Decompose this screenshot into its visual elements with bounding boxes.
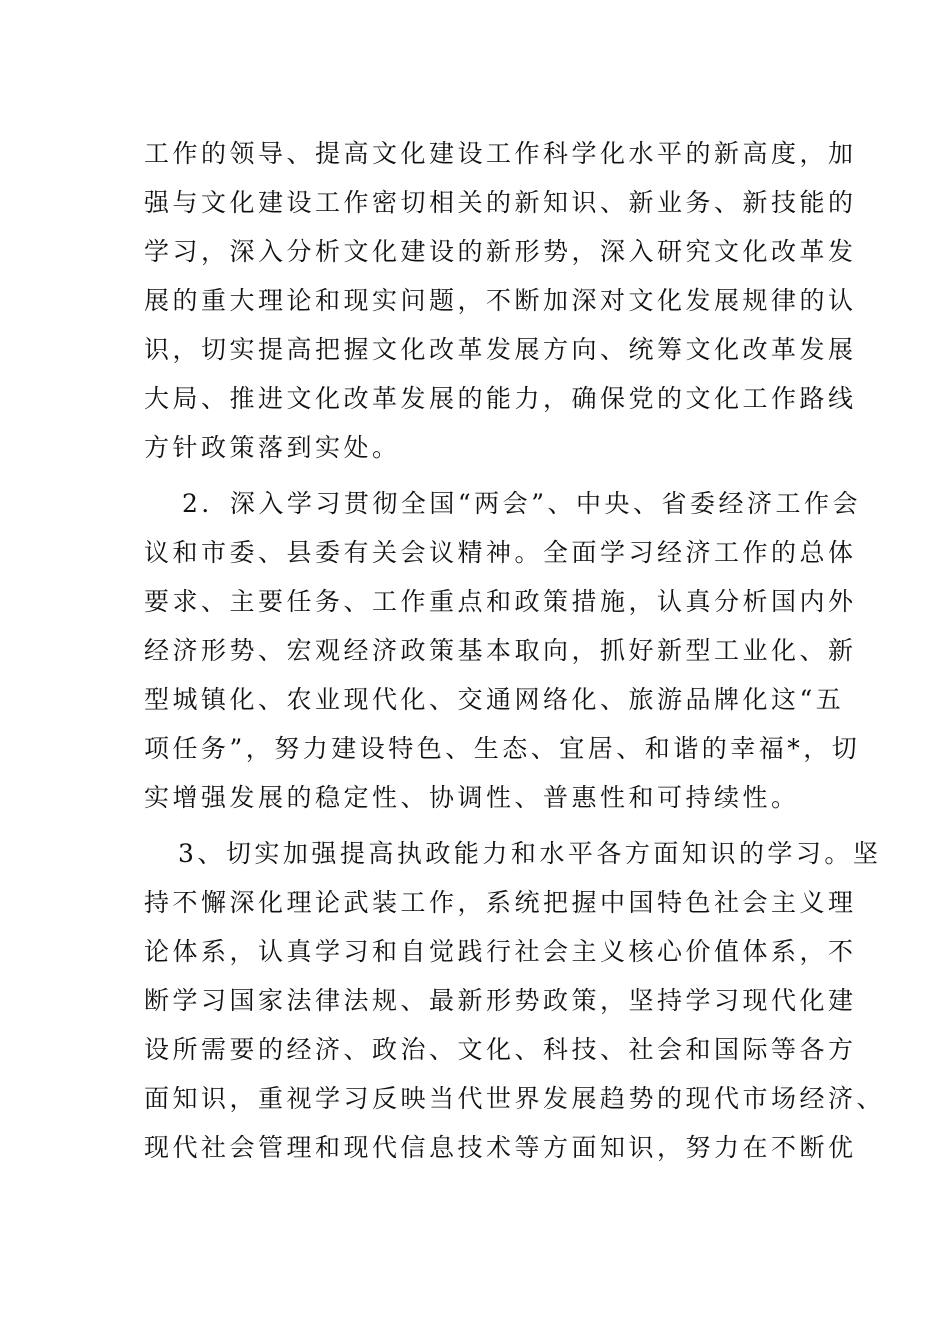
paragraph-2-line-5: 型城镇化、农业现代化、交通网络化、旅游品牌化这“五 — [144, 685, 845, 714]
paragraph-1-line-3: 学习，深入分析文化建设的新形势，深入研究文化改革发 — [144, 237, 857, 266]
paragraph-2-line-2: 议和市委、县委有关会议精神。全面学习经济工作的总体 — [144, 538, 857, 567]
paragraph-2-line-7: 实增强发展的稳定性、协调性、普惠性和可持续性。 — [144, 783, 800, 812]
paragraph-1-line-4: 展的重大理论和现实问题，不断加深对文化发展规律的认 — [144, 286, 857, 315]
paragraph-3-line-4: 断学习国家法律法规、最新形势政策，坚持学习现代化建 — [144, 986, 857, 1015]
paragraph-3-line-3: 论体系，认真学习和自觉践行社会主义核心价值体系，不 — [144, 937, 857, 966]
paragraph-1-line-7: 方针政策落到实处。 — [144, 433, 401, 462]
paragraph-1-line-1: 工作的领导、提高文化建设工作科学化水平的新高度，加 — [144, 139, 857, 168]
paragraph-1-line-2: 强与文化建设工作密切相关的新知识、新业务、新技能的 — [144, 188, 857, 217]
paragraph-2-line-4: 经济形势、宏观经济政策基本取向，抓好新型工业化、新 — [144, 636, 857, 665]
paragraph-2-line-1: 2．深入学习贯彻全国“两会”、中央、省委经济工作会 — [182, 489, 861, 518]
paragraph-2-line-3: 要求、主要任务、工作重点和政策措施，认真分析国内外 — [144, 587, 857, 616]
paragraph-1-line-5: 识，切实提高把握文化改革发展方向、统筹文化改革发展 — [144, 335, 857, 364]
paragraph-3-line-2: 持不懈深化理论武装工作，系统把握中国特色社会主义理 — [144, 888, 857, 917]
paragraph-3-line-7: 现代社会管理和现代信息技术等方面知识，努力在不断优 — [144, 1133, 857, 1162]
paragraph-2-line-6: 项任务”，努力建设特色、生态、宜居、和谐的幸福*，切 — [144, 734, 861, 763]
paragraph-1-line-6: 大局、推进文化改革发展的能力，确保党的文化工作路线 — [144, 384, 857, 413]
paragraph-3-line-6: 面知识，重视学习反映当代世界发展趋势的现代市场经济、 — [144, 1084, 886, 1113]
paragraph-3-line-1: 3、切实加强提高执政能力和水平各方面知识的学习。坚 — [178, 839, 882, 868]
paragraph-3-line-5: 设所需要的经济、政治、文化、科技、社会和国际等各方 — [144, 1035, 857, 1064]
